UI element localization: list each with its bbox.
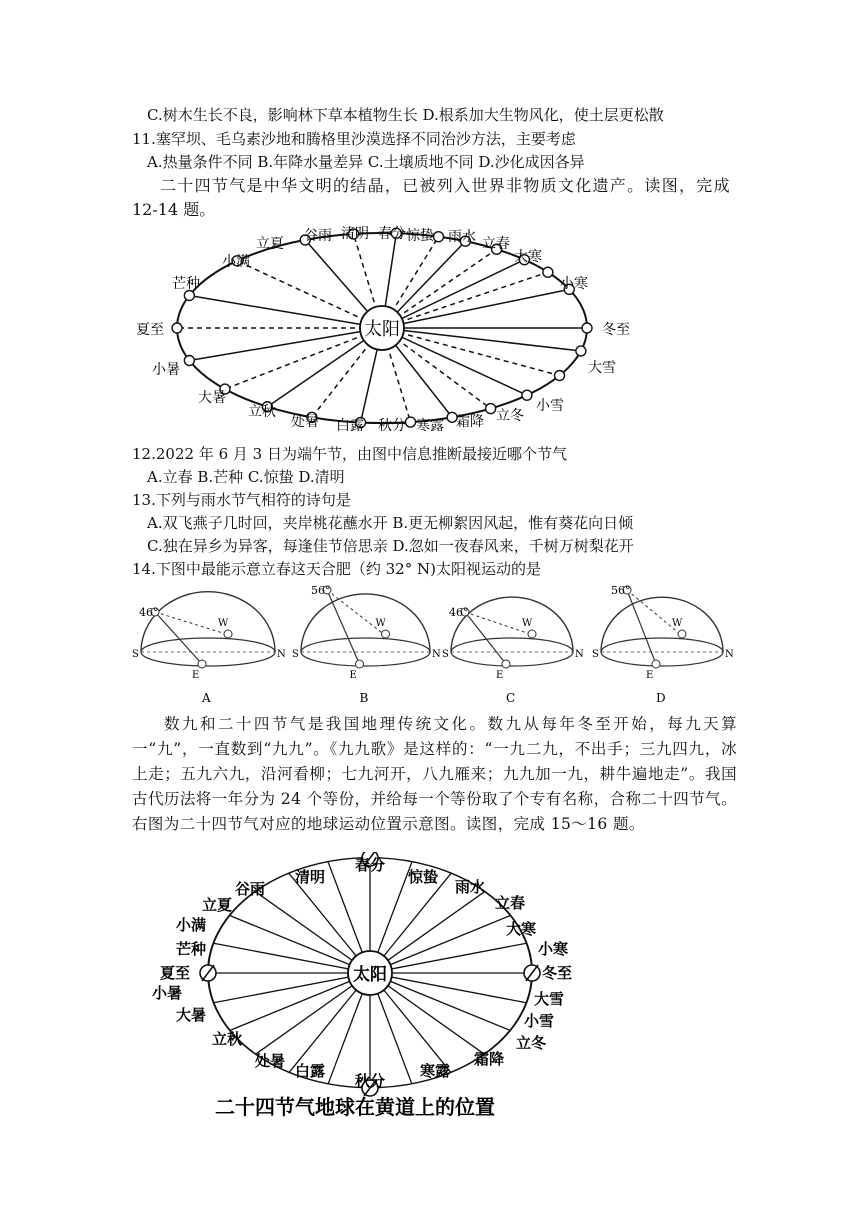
term-label: 清明 <box>341 226 369 242</box>
term-dot <box>184 291 194 301</box>
south-label: S <box>592 649 599 660</box>
q14-stem: 14.下图中最能示意立春这天合肥（约 32° N)太阳视运动的是 <box>132 560 541 578</box>
term-label: 立冬 <box>515 1034 547 1052</box>
term-label: 夏至 <box>159 964 191 982</box>
west-label: W <box>522 618 533 629</box>
altitude-label: 56° <box>611 584 631 597</box>
diagram2-caption: 二十四节气地球在黄道上的位置 <box>215 1095 495 1119</box>
term-label: 谷雨 <box>234 880 266 898</box>
sun-path-option <box>592 584 734 705</box>
intro1-line2: 12-14 题。 <box>132 200 216 219</box>
term-label: 白露 <box>336 418 364 434</box>
south-label: S <box>292 649 299 660</box>
term-label: 小寒 <box>560 276 588 292</box>
north-label: N <box>725 649 734 660</box>
term-radius <box>237 261 382 328</box>
sun-path-option <box>442 597 584 705</box>
option-letter: D <box>656 691 666 705</box>
term-label: 寒露 <box>416 418 444 434</box>
sun-label: 太阳 <box>364 319 400 340</box>
west-label: W <box>672 618 683 629</box>
term-label: 大寒 <box>505 920 537 938</box>
sun-path-diagrams <box>125 580 735 710</box>
intro1-line1: 二十四节气是中华文明的结晶，已被列入世界非物质文化遗产。读图，完成 <box>160 176 731 195</box>
option-letter: B <box>359 691 369 705</box>
term-radius <box>382 328 581 351</box>
east-label: E <box>192 670 200 681</box>
altitude-label: 56° <box>311 584 331 597</box>
term-dot <box>576 346 586 356</box>
term-dot <box>434 232 444 242</box>
term-label: 处暑 <box>291 414 319 430</box>
term-radius <box>382 272 548 328</box>
altitude-label: 46° <box>139 606 159 619</box>
q12-stem: 12.2022 年 6 月 3 日为端午节，由图中信息推断最接近哪个节气 <box>132 445 567 463</box>
solar-terms-ellipse-diagram <box>130 222 650 437</box>
sun-path-option <box>132 592 286 705</box>
term-dot <box>184 355 194 365</box>
term-label: 小暑 <box>152 362 180 378</box>
q13-options-cd: C.独在异乡为异客，每逢佳节倍思亲 D.忽如一夜春风来，千树万树梨花开 <box>147 537 634 555</box>
ecliptic-circle-diagram <box>125 852 625 1122</box>
term-label: 立春 <box>482 236 510 252</box>
q11-options: A.热量条件不同 B.年降水量差异 C.土壤质地不同 D.沙化成因各异 <box>147 153 585 171</box>
term-label: 小暑 <box>151 984 183 1002</box>
option-letter: C <box>506 691 516 705</box>
term-dot <box>555 371 565 381</box>
term-label: 春分 <box>378 226 406 242</box>
term-label: 春分 <box>354 856 386 874</box>
south-label: S <box>132 649 139 660</box>
term-label: 寒露 <box>419 1062 451 1080</box>
term-label: 小寒 <box>537 940 569 958</box>
north-label: N <box>277 649 286 660</box>
term-label: 立春 <box>494 894 526 912</box>
west-label: W <box>375 618 386 629</box>
east-label: E <box>496 670 504 681</box>
term-label: 冬至 <box>541 964 573 982</box>
term-label: 大暑 <box>198 390 226 406</box>
q11-stem: 11.塞罕坝、毛乌素沙地和腾格里沙漠选择不同治沙方法，主要考虑 <box>132 130 576 148</box>
east-label: E <box>349 670 357 681</box>
term-label: 白露 <box>294 1062 326 1080</box>
west-label: W <box>218 618 229 629</box>
sun-path-option <box>292 584 441 705</box>
term-label: 立夏 <box>201 896 233 914</box>
term-label: 大寒 <box>514 249 542 265</box>
north-label: N <box>575 649 584 660</box>
term-label: 芒种 <box>172 276 200 292</box>
term-radius <box>189 328 382 360</box>
term-label: 芒种 <box>175 940 207 958</box>
term-label: 立秋 <box>248 404 276 420</box>
term-label: 冬至 <box>602 322 630 338</box>
term-radius <box>370 943 526 973</box>
east-label: E <box>646 670 654 681</box>
option-letter: A <box>202 691 211 705</box>
term-dot <box>486 404 496 414</box>
term-label: 秋分 <box>378 418 406 434</box>
term-label: 霜降 <box>473 1050 505 1068</box>
altitude-label: 46° <box>449 606 469 619</box>
intro2-paragraph: 数九和二十四节气是我国地理传统文化。数九从每年冬至开始，每九天算一“九”，一直数到“九九”。《九九歌》是这样的：“一九二九，不出手；三九四九，冰上走；五九六九，沿河看柳；七九河开，八九雁来；九九加一九，耕牛遍地走”。我国古代历法将一年分为 24 个等份，并给每一个等份取了个专有名称，合称二十四节气。右图为二十四节气对应的地球运动位置示意图。读图，完成 15～16 题。 <box>132 715 737 833</box>
term-dot <box>522 390 532 400</box>
term-label: 立夏 <box>256 236 284 252</box>
term-label: 霜降 <box>456 414 484 430</box>
term-label: 雨水 <box>454 878 486 896</box>
term-radius <box>214 973 370 1003</box>
term-label: 立秋 <box>211 1030 243 1048</box>
term-radius <box>214 943 370 973</box>
term-label: 小雪 <box>536 398 564 414</box>
north-label: N <box>432 649 441 660</box>
term-label: 谷雨 <box>304 228 332 244</box>
term-label: 大雪 <box>588 360 616 376</box>
term-dot <box>543 267 553 277</box>
term-dot <box>172 323 182 333</box>
term-label: 大雪 <box>533 990 565 1008</box>
term-label: 小满 <box>175 916 207 934</box>
term-dot <box>582 323 592 333</box>
term-label: 大暑 <box>175 1006 207 1024</box>
south-label: S <box>442 649 449 660</box>
term-radius <box>382 289 569 328</box>
term-label: 雨水 <box>448 229 476 245</box>
term-radius <box>189 296 382 328</box>
term-label: 立冬 <box>496 408 524 424</box>
term-label: 小雪 <box>523 1012 555 1030</box>
term-label: 夏至 <box>136 322 164 338</box>
q10-options: C.树木生长不良，影响林下草本植物生长 D.根系加大生物风化，使土层更松散 <box>147 106 664 124</box>
q13-stem: 13.下列与雨水节气相符的诗句是 <box>132 491 351 509</box>
term-label: 秋分 <box>354 1072 386 1090</box>
term-label: 处暑 <box>254 1052 286 1070</box>
q12-options: A.立春 B.芒种 C.惊蛰 D.清明 <box>147 468 345 486</box>
q13-options-ab: A.双飞燕子几时回，夹岸桃花蘸水开 B.更无柳絮因风起，惟有葵花向日倾 <box>147 514 634 532</box>
term-label: 惊蛰 <box>406 228 434 244</box>
term-label: 惊蛰 <box>407 868 439 886</box>
term-dot <box>406 417 416 427</box>
sun-label-2: 太阳 <box>353 965 387 985</box>
term-label: 小满 <box>222 254 250 270</box>
term-label: 清明 <box>294 868 326 886</box>
term-radius <box>370 973 526 1003</box>
